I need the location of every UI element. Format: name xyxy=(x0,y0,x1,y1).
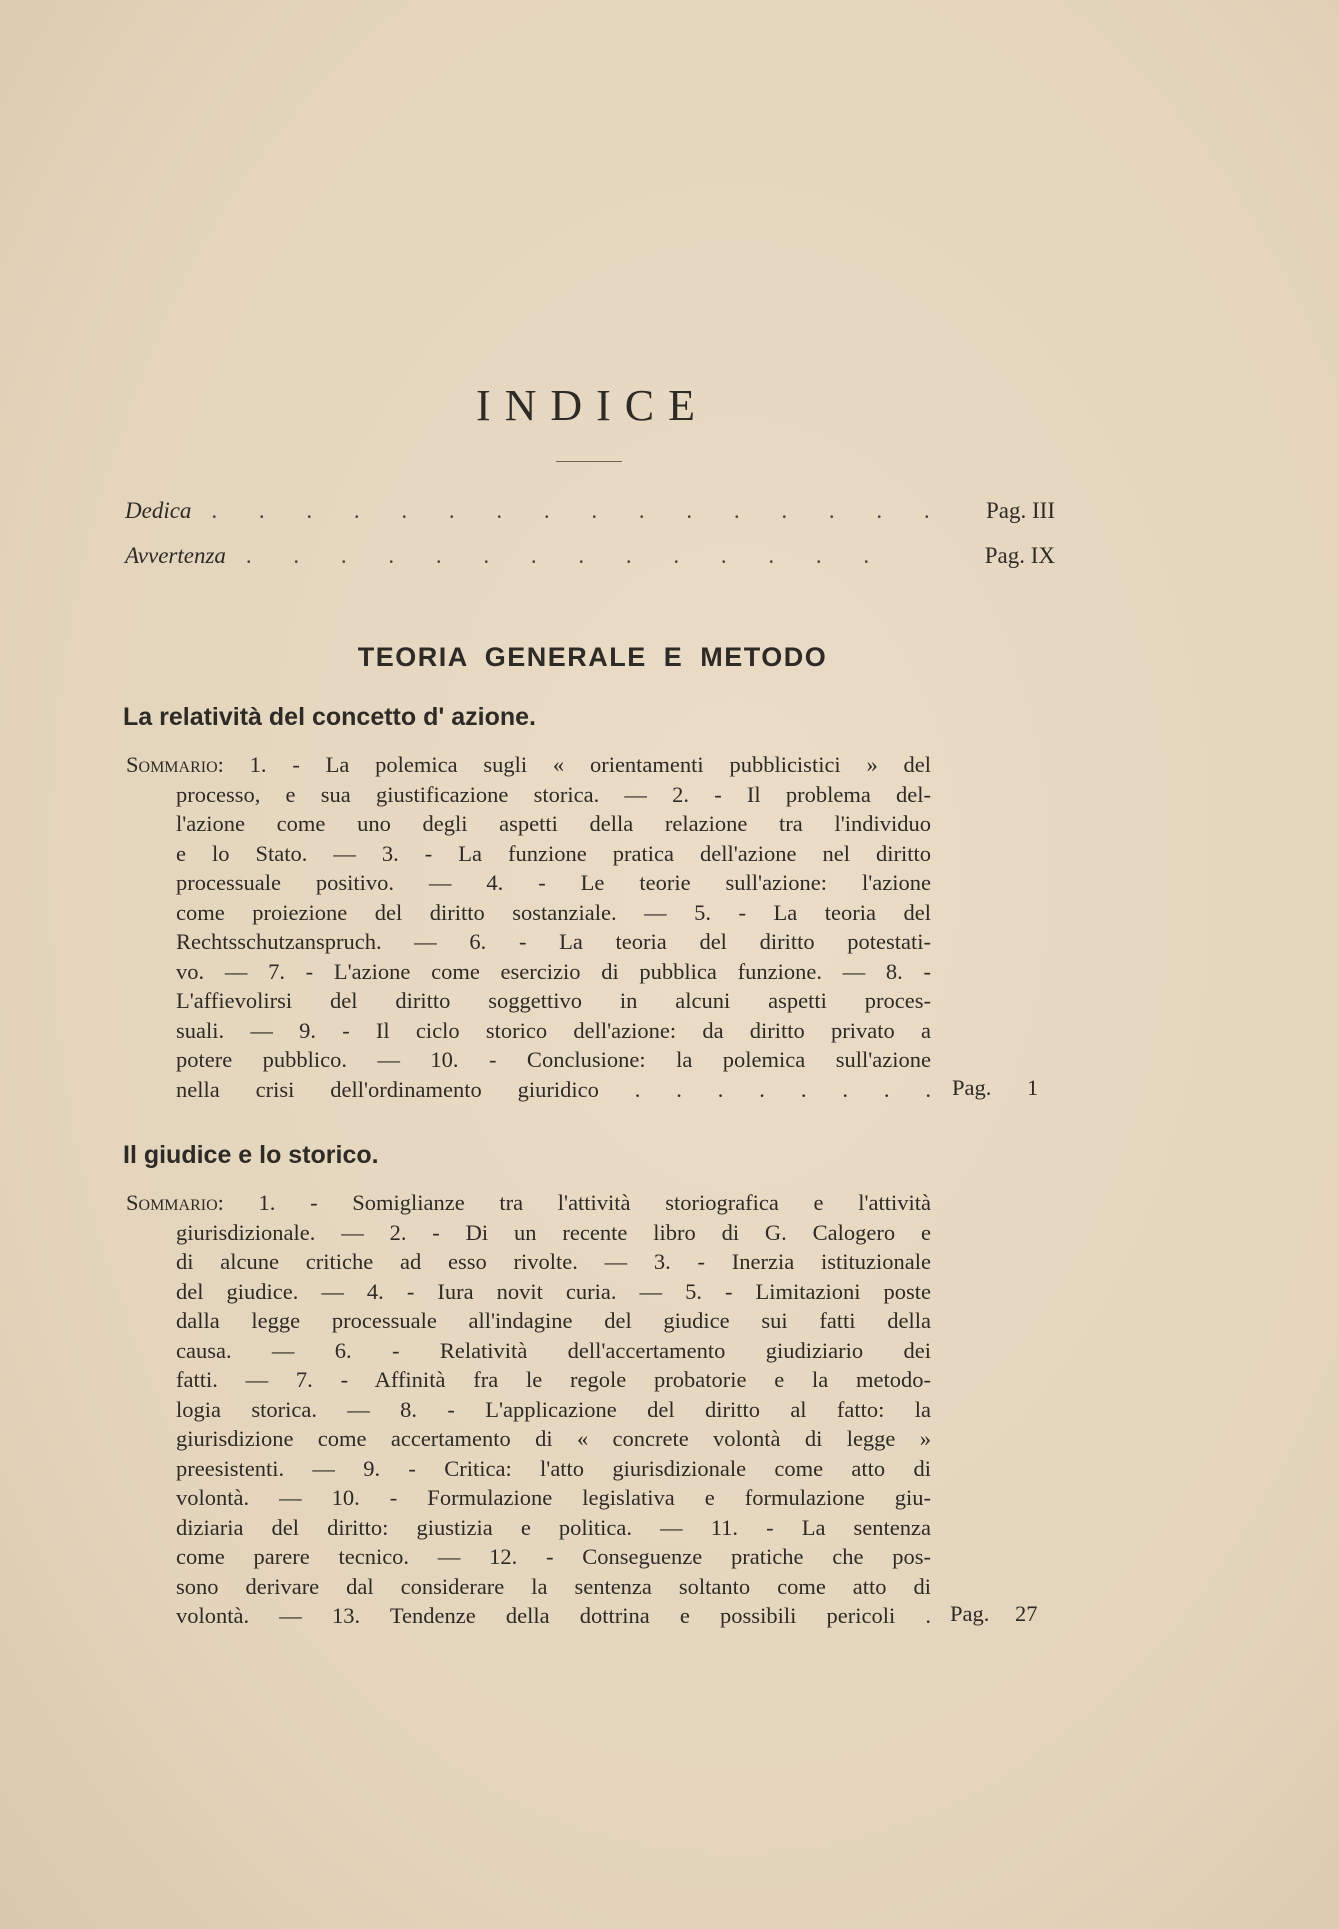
summary-line-text: : 1. - La polemica sugli « orientamenti pubblicistici » del xyxy=(217,752,931,777)
summary-line xyxy=(126,898,931,928)
summary-line xyxy=(126,750,931,780)
toc-entry-page: Pag. IX xyxy=(984,543,1055,568)
summary-line xyxy=(126,927,931,957)
page-label: Pag. xyxy=(950,1601,990,1626)
chapter-title: Il giudice e lo storico. xyxy=(123,1141,379,1169)
summary-line xyxy=(126,1454,931,1484)
summary-label: Sommario xyxy=(126,1190,218,1215)
summary-line-text: suali. — 9. - Il ciclo storico dell'azione: da diritto privato a xyxy=(176,1017,931,1043)
summary-line xyxy=(126,780,931,810)
summary-line-text: volontà. — 10. - Formulazione legislativa e formulazione giu- xyxy=(176,1485,931,1510)
summary-line-text: logia storica. — 8. - L'applicazione del diritto al fatto: la xyxy=(176,1396,931,1422)
summary-line xyxy=(126,986,931,1016)
chapter-summary xyxy=(126,750,931,1104)
toc-entry-label: Dedica xyxy=(125,498,192,523)
summary-line-text: e lo Stato. — 3. - La funzione pratica dell'azione nel diritto xyxy=(176,840,931,866)
summary-line xyxy=(126,1277,931,1307)
summary-line xyxy=(126,868,931,898)
leader-dots: . . . . . . . . . . . . . . . . xyxy=(211,498,948,523)
summary-line-text: fatti. — 7. - Affinità fra le regole probatorie e la metodo- xyxy=(176,1367,931,1392)
summary-line xyxy=(126,1483,931,1513)
summary-line xyxy=(126,1513,931,1543)
summary-line-text: causa. — 6. - Relatività dell'accertamento giudiziario dei xyxy=(176,1337,931,1363)
summary-line xyxy=(126,1542,931,1572)
summary-line xyxy=(126,1188,931,1218)
summary-line xyxy=(126,1395,931,1425)
summary-line-text: giurisdizione come accertamento di « concrete volontà di legge » xyxy=(176,1426,931,1451)
summary-line xyxy=(126,1572,931,1602)
summary-label: Sommario xyxy=(126,752,218,777)
summary-line-text: Rechtsschutzanspruch. — 6. - La teoria del diritto potestati- xyxy=(176,929,932,954)
summary-line-text: come parere tecnico. — 12. - Conseguenze pratiche che pos- xyxy=(176,1544,931,1569)
summary-line-text: nella crisi dell'ordinamento giuridico . . . . . . . . xyxy=(176,1076,931,1102)
summary-line-text: diziaria del diritto: giustizia e politica. — 11. - La sentenza xyxy=(176,1514,932,1540)
page-number: 1 xyxy=(1027,1075,1039,1100)
summary-line-text: processo, e sua giustificazione storica. — 2. - Il problema del- xyxy=(176,781,931,807)
summary-line xyxy=(126,1075,931,1105)
summary-line-text: volontà. — 13. Tendenze della dottrina e possibili pericoli . xyxy=(176,1603,931,1628)
summary-line xyxy=(126,1016,931,1046)
summary-line xyxy=(126,1336,931,1366)
chapter-page-ref xyxy=(950,1601,1038,1627)
summary-line-text: vo. — 7. - L'azione come esercizio di pubblica funzione. — 8. - xyxy=(176,958,931,984)
summary-line-text: del giudice. — 4. - Iura novit curia. — 5. - Limitazioni poste xyxy=(176,1278,932,1304)
summary-line-text: dalla legge processuale all'indagine del giudice sui fatti della xyxy=(176,1308,931,1333)
summary-line-text: processuale positivo. — 4. - Le teorie sull'azione: l'azione xyxy=(176,870,931,895)
summary-line-text: preesistenti. — 9. - Critica: l'atto giurisdizionale come atto di xyxy=(176,1455,931,1481)
summary-line-text: di alcune critiche ad esso rivolte. — 3. - Inerzia istituzionale xyxy=(176,1249,931,1274)
summary-line xyxy=(126,1424,931,1454)
summary-line xyxy=(126,1045,931,1075)
summary-line xyxy=(126,1601,931,1631)
toc-entry-avvertenza xyxy=(125,543,1055,569)
toc-entry-page: Pag. III xyxy=(986,498,1055,523)
chapter-title: La relatività del concetto d' azione. xyxy=(123,703,536,731)
summary-line-text: : 1. - Somiglianze tra l'attività storiografica e l'attività xyxy=(217,1190,931,1215)
page-label: Pag. xyxy=(952,1075,992,1100)
summary-line xyxy=(126,957,931,987)
title-divider xyxy=(556,461,622,462)
page-number: 27 xyxy=(1015,1601,1038,1626)
summary-line-text: come proiezione del diritto sostanziale. — 5. - La teoria del xyxy=(176,899,931,925)
summary-line xyxy=(126,809,931,839)
summary-line-text: L'affievolirsi del diritto soggettivo in alcuni aspetti proces- xyxy=(176,988,931,1013)
summary-line-text: giurisdizionale. — 2. - Di un recente libro di G. Calogero e xyxy=(176,1219,931,1245)
summary-line-text: sono derivare dal considerare la sentenza soltanto come atto di xyxy=(176,1573,931,1599)
section-heading: TEORIA GENERALE E METODO xyxy=(357,642,828,672)
toc-entry-dedica xyxy=(125,498,1055,524)
summary-line xyxy=(126,839,931,869)
toc-entry-label: Avvertenza xyxy=(125,543,226,568)
page-title: INDICE xyxy=(475,381,710,430)
summary-line-text: l'azione come uno degli aspetti della relazione tra l'individuo xyxy=(176,811,931,836)
summary-line xyxy=(126,1247,931,1277)
summary-line-text: potere pubblico. — 10. - Conclusione: la polemica sull'azione xyxy=(176,1047,931,1072)
summary-line xyxy=(126,1365,931,1395)
summary-line xyxy=(126,1306,931,1336)
summary-line xyxy=(126,1218,931,1248)
chapter-page-ref xyxy=(952,1075,1038,1101)
leader-dots: . . . . . . . . . . . . . . xyxy=(245,543,888,568)
chapter-summary xyxy=(126,1188,931,1631)
